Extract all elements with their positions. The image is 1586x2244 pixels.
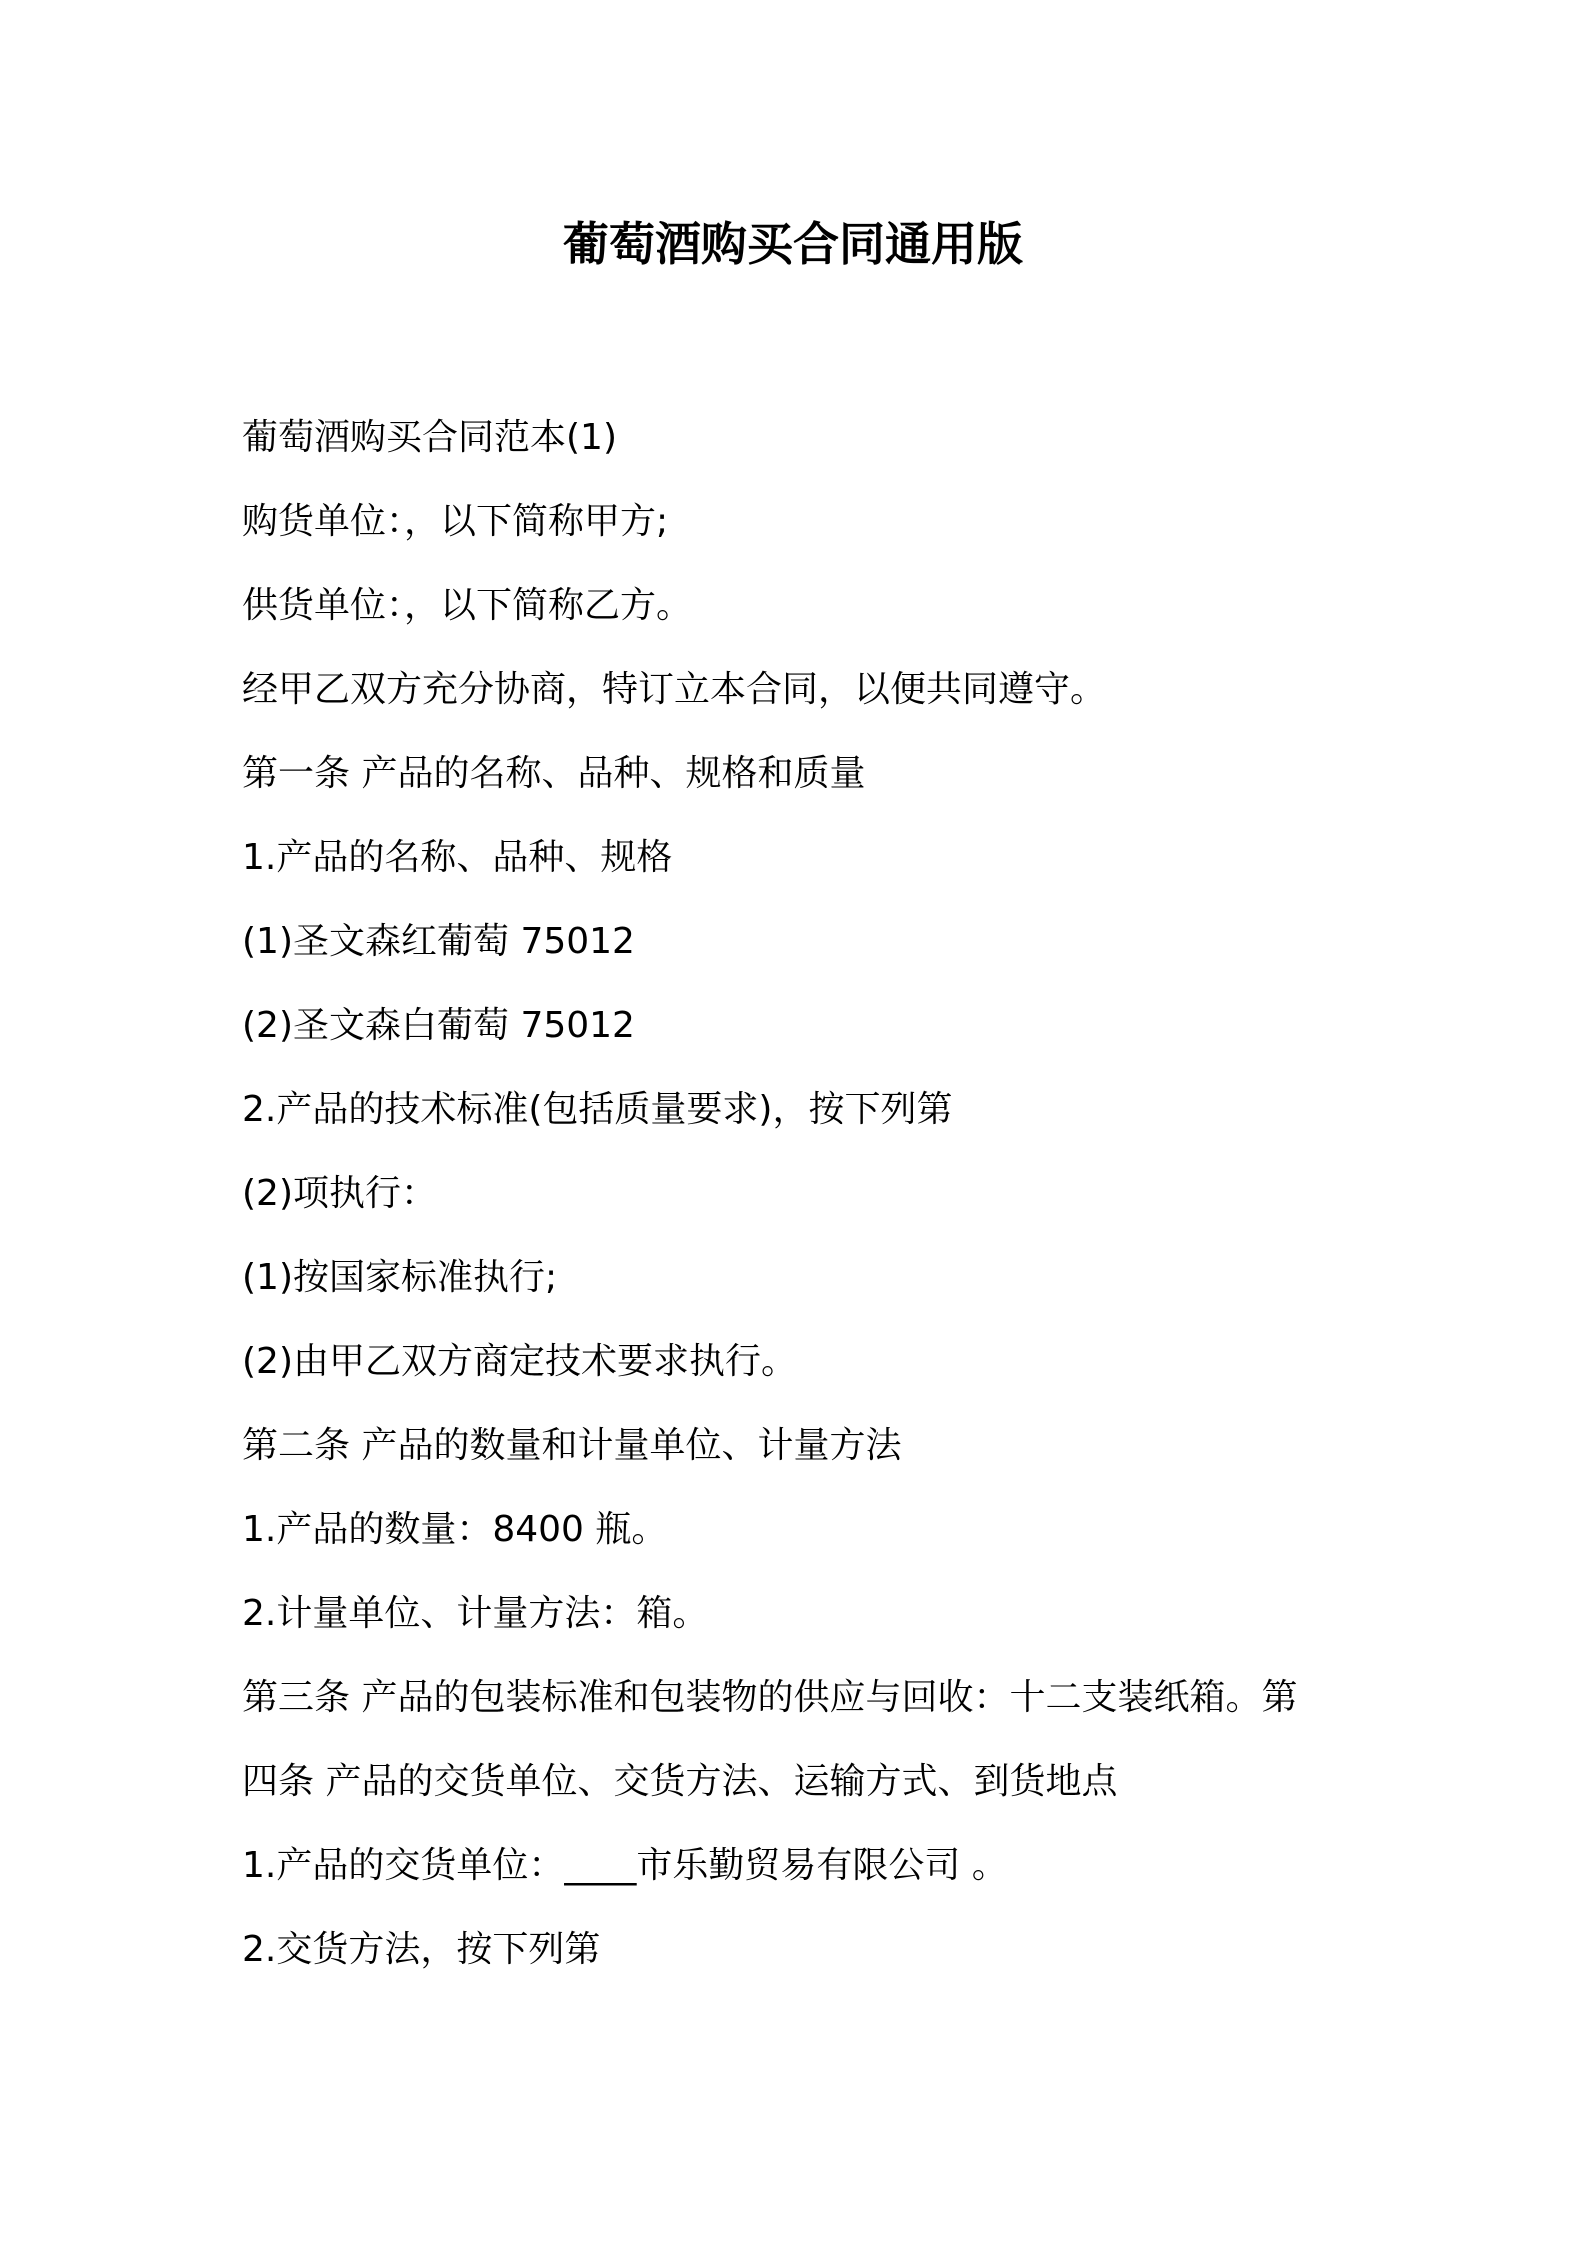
document-title: 葡萄酒购买合同通用版 — [563, 217, 1023, 271]
quantity-line: 1.产品的数量：8400 瓶。 — [242, 1509, 668, 1550]
document-body — [242, 408, 1372, 2004]
supplier-line: 供货单位：，以下简称乙方。 — [242, 585, 693, 626]
contract-subtitle: 葡萄酒购买合同范本(1) — [242, 417, 617, 458]
article-3-line: 第三条 产品的包装标准和包装物的供应与回收：十二支装纸箱。第 — [242, 1677, 1298, 1718]
standard-option-line: (2)项执行： — [242, 1173, 437, 1214]
article-1-item-1: 1.产品的名称、品种、规格 — [242, 837, 673, 878]
article-1-item-2: 2.产品的技术标准(包括质量要求)，按下列第 — [242, 1089, 953, 1130]
article-1-heading: 第一条 产品的名称、品种、规格和质量 — [242, 753, 866, 794]
buyer-line: 购货单位：，以下简称甲方; — [242, 501, 669, 542]
product-red-line: (1)圣文森红葡萄 75012 — [242, 921, 635, 962]
national-standard-line: (1)按国家标准执行; — [242, 1257, 558, 1298]
delivery-method-line: 2.交货方法，按下列第 — [242, 1929, 601, 1970]
article-2-heading: 第二条 产品的数量和计量单位、计量方法 — [242, 1425, 902, 1466]
product-white-line: (2)圣文森白葡萄 75012 — [242, 1005, 635, 1046]
delivery-unit-line: 1.产品的交货单位：____市乐勤贸易有限公司 。 — [242, 1845, 1008, 1886]
measurement-line: 2.计量单位、计量方法：箱。 — [242, 1593, 709, 1634]
agreement-line: 经甲乙双方充分协商，特订立本合同，以便共同遵守。 — [242, 669, 1107, 710]
article-4-heading: 四条 产品的交货单位、交货方法、运输方式、到货地点 — [242, 1761, 1118, 1802]
agreed-standard-line: (2)由甲乙双方商定技术要求执行。 — [242, 1341, 797, 1382]
